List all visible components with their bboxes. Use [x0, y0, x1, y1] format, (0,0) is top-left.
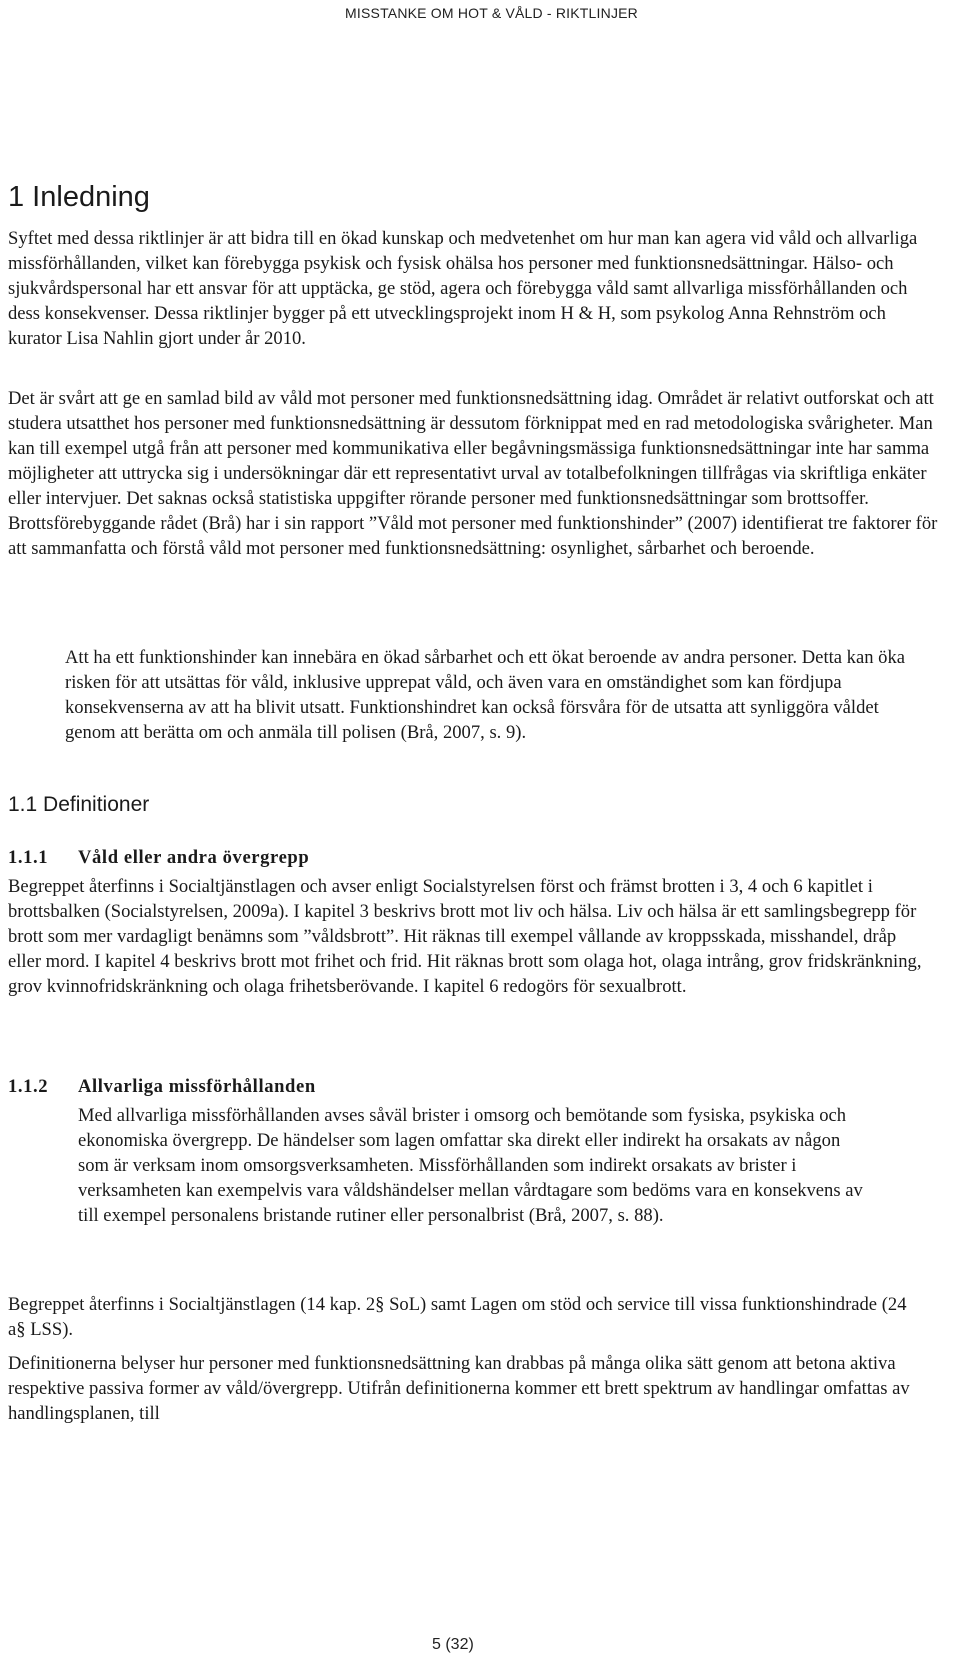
lagrum-paragraph: Begreppet återfinns i Socialtjänstlagen (14 kap. 2§ SoL) samt Lagen om stöd och service till vissa funktionshindrade (24 a§ LSS).: [8, 1294, 907, 1340]
subsection-heading-vald: [8, 845, 309, 870]
block-quote-bra: Att ha ett funktionshinder kan innebära en ökad sårbarhet och ett ökat beroende av andra personer. Detta kan öka risken för att utsättas för våld, inklusive upprepat våld, och även vara en omständighet som kan fördjupa konsekvenserna av att ha blivit utsatt. Funktionshindret kan också försvåra för de utsatta att synliggöra våldet genom att berätta om och anmäla till polisen (Brå, 2007, s. 9).: [65, 647, 906, 743]
subsection-heading-missforhallanden: [8, 1074, 316, 1099]
block-quote-missforhallanden: Med allvarliga missförhållanden avses såväl brister i omsorg och bemötande som fysiska, psykiska och ekonomiska övergrepp. De händelser som lagen omfattar ska direkt eller indirekt ha orsakats av någon som är verksam inom omsorgsverksamheten. Missförhållanden som indirekt orsakats av brister i verksamheten kan exempelvis vara våldshändelser mellan vårdtagare som bedöms vara en konsekvens av till exempel personalens bristande rutiner eller personalbrist (Brå, 2007, s. 88).: [78, 1105, 863, 1226]
running-header: MISSTANKE OM HOT & VÅLD - RIKTLINJER: [345, 5, 638, 21]
intro-paragraph-1: Syftet med dessa riktlinjer är att bidra till en ökad kunskap och medvetenhet om hur man kan agera vid våld och allvarliga missförhållanden, vilket kan förebygga psykisk och fysisk ohälsa hos personer med funktionsnedsättningar. Hälso- och sjukvårdspersonal har ett ansvar för att upptäcka, ge stöd, agera och förebygga våld samt allvarliga missförhållanden och dess konsekvenser. Dessa riktlinjer bygger på ett utvecklingsprojekt inom H & H, som psykolog Anna Rehnström och kurator Lisa Nahlin gjort under år 2010.: [8, 228, 918, 349]
section-heading-definitioner: 1.1 Definitioner: [8, 793, 150, 816]
page-number: 5 (32): [432, 1636, 474, 1653]
vald-definition-paragraph: Begreppet återfinns i Socialtjänstlagen och avser enligt Socialstyrelsen först och främst brotten i 3, 4 och 6 kapitlet i brottsbalken (Socialstyrelsen, 2009a). I kapitel 3 beskrivs brott mot liv och hälsa. Liv och hälsa är ett samlingsbegrepp för brott som mer vardagligt benämns som ”våldsbrott”. Hit räknas till exempel vållande av kroppsskada, misshandel, dråp eller mord. I kapitel 4 beskrivs brott mot frihet och frid. Hit räknas brott som olaga hot, olaga intrång, grov fridskränkning, grov kvinnofridskränkning och olaga frihetsberövande. I kapitel 6 redogörs för sexualbrott.: [8, 876, 922, 997]
subsection-title: Allvarliga missförhållanden: [78, 1076, 316, 1097]
section-heading-inledning: 1 Inledning: [8, 181, 150, 213]
intro-paragraph-2: Det är svårt att ge en samlad bild av våld mot personer med funktionsnedsättning idag. Området är relativt outforskat och att studera utsatthet hos personer med funktionsnedsättning är dessutom förknippat med en rad metodologiska svårigheter. Man kan till exempel utgå från att personer med kommunikativa eller begåvningsmässiga funktionsnedsättningar inte har samma möjligheter att uttrycka sig i undersökningar där ett representativt urval av totalbefolkningen tillfrågas via skriftliga enkäter eller intervjuer. Det saknas också statistiska uppgifter rörande personer med funktionsnedsättningar som brottsoffer. Brottsförebyggande rådet (Brå) har i sin rapport ”Våld mot personer med funktionshinder” (2007) identifierat tre faktorer för att sammanfatta och förstå våld mot personer med funktionsnedsättning: osynlighet, sårbarhet och beroende.: [8, 388, 938, 559]
subsection-number: 1.1.1: [8, 847, 49, 868]
subsection-number: 1.1.2: [8, 1076, 49, 1097]
definitioner-paragraph: Definitionerna belyser hur personer med funktionsnedsättning kan drabbas på många olika sätt genom att betona aktiva respektive passiva former av våld/övergrepp. Utifrån definitionerna kommer ett brett spektrum av handlingar omfattas av handlingsplanen, till: [8, 1353, 910, 1424]
subsection-title: Våld eller andra övergrepp: [78, 847, 310, 868]
